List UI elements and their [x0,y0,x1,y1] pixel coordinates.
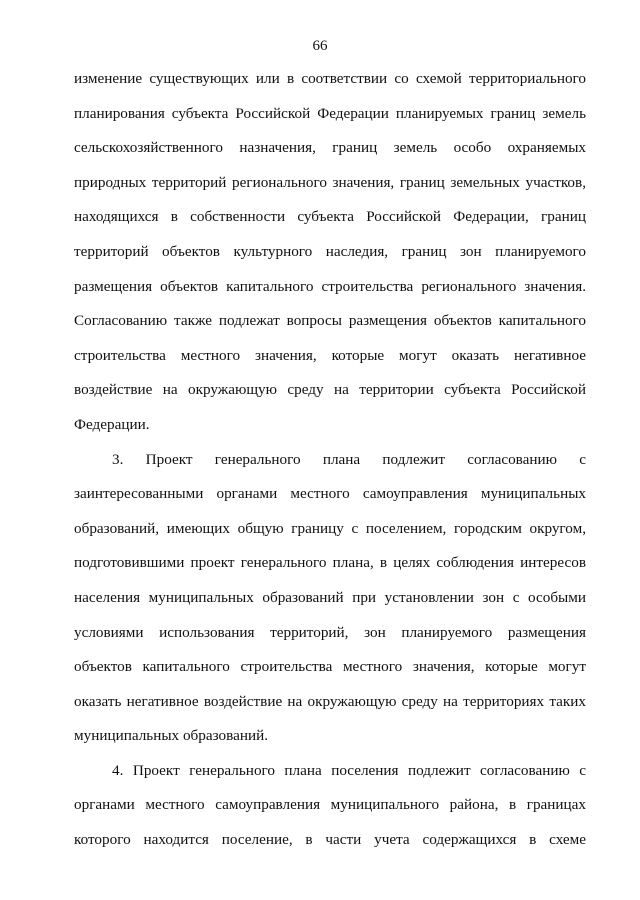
text-line: которого находится поселение, в части учета содержащихся в схеме [74,831,586,849]
paragraph-continuation [74,62,586,443]
text-line: объектов капитального строительства местного значения, которые могут [74,658,586,676]
text-line: 4. Проект генерального плана поселения подлежит согласованию с [112,761,586,779]
text-line: органами местного самоуправления муниципального района, в границах [74,796,586,814]
document-body [74,62,586,858]
text-line: заинтересованными органами местного самоуправления муниципальных [74,485,586,503]
text-line: изменение существующих или в соответствии со схемой территориального [74,70,586,87]
text-line: сельскохозяйственного назначения, границ земель особо охраняемых [74,139,586,157]
text-line: находящихся в собственности субъекта Российской Федерации, границ [74,208,586,226]
text-line: условиями использования территорий, зон планируемого размещения [74,623,586,641]
paragraph-3 [74,443,586,754]
text-line: оказать негативное воздействие на окружающую среду на территориях таких [74,692,586,710]
text-line: Федерации. [74,415,150,433]
text-line: природных территорий регионального значения, границ земельных участков, [74,173,586,191]
text-line: муниципальных образований. [74,727,268,745]
text-line: подготовившими проект генерального плана, в целях соблюдения интересов [74,554,586,572]
text-line: населения муниципальных образований при установлении зон с особыми [74,588,586,606]
text-line: образований, имеющих общую границу с поселением, городским округом, [74,519,586,537]
page-number: 66 [312,38,328,54]
text-line: воздействие на окружающую среду на территории субъекта Российской [74,381,586,399]
text-line: размещения объектов капитального строительства регионального значения. [74,277,586,295]
text-line: Согласованию также подлежат вопросы размещения объектов капитального [74,312,586,330]
text-line: планирования субъекта Российской Федерации планируемых границ земель [74,104,586,122]
text-line: 3. Проект генерального плана подлежит согласованию с [112,450,586,468]
paragraph-4 [74,754,586,858]
text-line: строительства местного значения, которые могут оказать негативное [74,346,586,364]
text-line: территорий объектов культурного наследия, границ зон планируемого [74,242,586,260]
